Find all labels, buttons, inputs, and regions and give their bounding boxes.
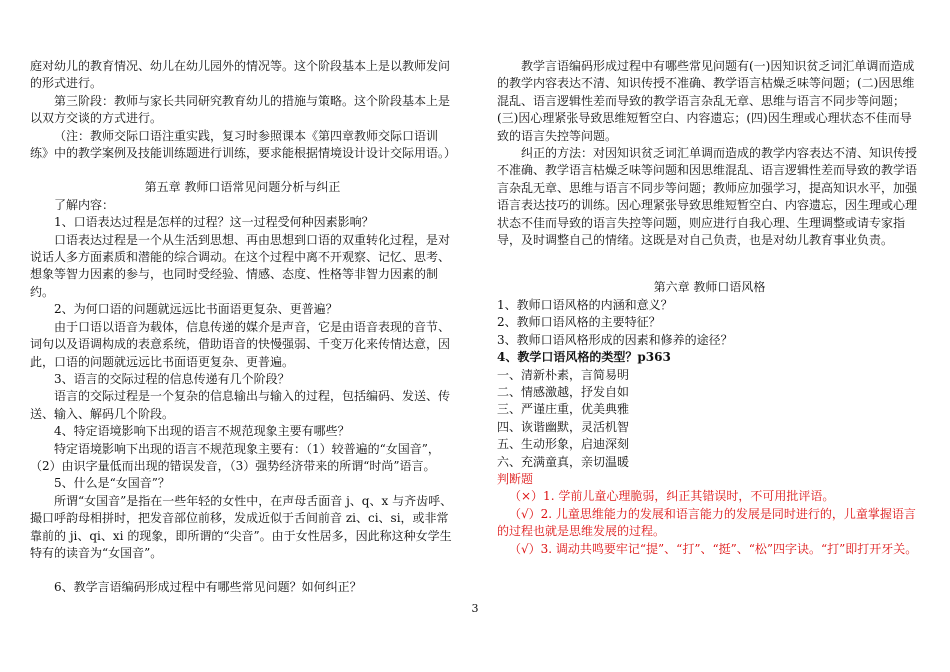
style-type-item: 三、严谨庄重，优美典雅 xyxy=(497,402,630,417)
paragraph: 庭对幼儿的教育情况、幼儿在幼儿园外的情况等。这个阶段基本上是以教师发问的形式进行。 xyxy=(30,59,451,91)
judgment-item: （√）3. 调动共鸣要牢记“提”、“打”、“挺”、“松”四字诀。“打”即打开牙关。 xyxy=(509,541,918,556)
chapter-6-question-1: 1、教师口语风格的内涵和意义？ xyxy=(497,297,673,312)
answer-1: 口语表达过程是一个从生活到思想、再由思想到口语的双重转化过程，是对说话人多方面素质和潜能的综合调动。在这个过程中离不开观察、记忆、思考、想象等智力因素的参与，也同时受经验、情感、态度、性格等非智力因素的制约。 xyxy=(30,232,451,299)
answer-2: 由于口语以语音为载体，信息传递的媒介是声音，它是由语音表现的音节、词句以及语调构成的表意系统，借助语音的快慢强弱、千变万化来传情达意，因此，口语的问题就远远比书面语更复杂、更普遍。 xyxy=(30,319,451,369)
style-type-item: 六、充满童真，亲切温暖 xyxy=(497,454,630,469)
chapter-6-question-2: 2、教师口语风格的主要特征？ xyxy=(497,315,661,330)
question-3: 3、语言的交际过程的信息传递有几个阶段？ xyxy=(54,371,290,386)
judgment-item: （×）1. 学前儿童心理脆弱，纠正其错误时，不可用批评语。 xyxy=(509,489,835,504)
question-1: 1、口语表达过程是怎样的过程？这一过程受何种因素影响？ xyxy=(54,215,374,230)
chapter-5-title: 第五章 教师口语常见问题分析与纠正 xyxy=(144,180,341,195)
page-number: 3 xyxy=(471,602,479,615)
answer-5: 所谓“女国音”是指在一些年轻的女性中，在声母舌面音 j、q、x 与齐齿呼、撮口呼韵母相拼时，把发音部位前移，发成近似于舌间前音 zi、ci、si，或非常靠前的 ji、qi、xi 的现象，即所谓的“尖音”。由于女性居多，因此称这种女学生特有的读音为“女国音”。 xyxy=(30,493,453,560)
chapter-6-question-3: 3、教师口语风格形成的因素和修养的途径？ xyxy=(497,332,733,347)
judgment-item: （√）2. 儿童思维能力的发展和语言能力的发展是同时进行的，儿童掌握语言的过程也就是思维发展的过程。 xyxy=(497,506,916,539)
answer-4: 特定语境影响下出现的语言不规范现象主要有：（1）较普遍的“女国音”，（2）由识字量低而出现的错误发音，（3）强势经济带来的所谓“时尚”语言。 xyxy=(30,441,440,473)
style-type-item: 五、生动形象，启迪深刻 xyxy=(497,437,630,452)
answer-3: 语言的交际过程是一个复杂的信息输出与输入的过程，包括编码、发送、传送、输入、解码几个阶段。 xyxy=(30,389,451,421)
right-column xyxy=(497,58,922,558)
section-label: 了解内容： xyxy=(54,197,115,212)
judgment-section-title: 判断题 xyxy=(497,471,534,486)
answer-6-problems: 教学言语编码形成过程中有哪些常见问题有(一)因知识贫乏词汇单调而造成的教学内容表达不清、知识传授不准确、教学语言枯燥乏味等问题；(二)因思维混乱、语言逻辑性差而导致的教学语言杂乱无章、思维与语言不同步等问题；(三)因心理紧张导致思维短暂空白、内容遗忘；(四)因生理或心理状态不佳而导致的语言失控等问题。 xyxy=(497,59,915,143)
chapter-6-question-4: 4、教学口语风格的类型？p363 xyxy=(497,350,671,365)
chapter-6-title: 第六章 教师口语风格 xyxy=(653,280,766,295)
question-2: 2、为何口语的问题就远远比书面语更复杂、更普遍？ xyxy=(54,302,338,317)
paragraph: 第三阶段：教师与家长共同研究教育幼儿的措施与策略。这个阶段基本上是以双方交谈的方式进行。 xyxy=(30,93,451,126)
style-type-item: 一、清新朴素，言简易明 xyxy=(497,367,630,382)
style-type-item: 四、诙谐幽默，灵活机智 xyxy=(497,419,630,434)
note-paragraph: （注：教师交际口语注重实践，复习时参照课本《第四章教师交际口语训练》中的教学案例及技能训练题进行训练，要求能根据情境设计设计交际用语。） xyxy=(30,128,457,161)
question-4: 4、特定语境影响下出现的语言不规范现象主要有哪些？ xyxy=(54,424,350,439)
left-column xyxy=(30,58,455,597)
answer-6-methods: 纠正的方法：对因知识贫乏词汇单调而造成的教学内容表达不清、知识传授不准确、教学语言枯燥乏味等问题和因思维混乱、语言逻辑性差而导致的教学语言杂乱无章、思维与语言不同步等问题；教师应加强学习，提高知识水平，加强语言表达技巧的训练。因心理紧张导致思维短暂空白、内容遗忘，因生理或心理状态不佳而导致的语言失控等问题，则应进行自我心理、生理调整或请专家指导，及时调整自己的情绪。这既是对自己负责，也是对幼儿教育事业负责。 xyxy=(497,146,918,248)
style-type-item: 二、情感激越，抒发自如 xyxy=(497,384,630,399)
question-6: 6、教学言语编码形成过程中有哪些常见问题？如何纠正？ xyxy=(54,580,362,595)
question-5: 5、什么是“女国音”？ xyxy=(54,476,170,491)
